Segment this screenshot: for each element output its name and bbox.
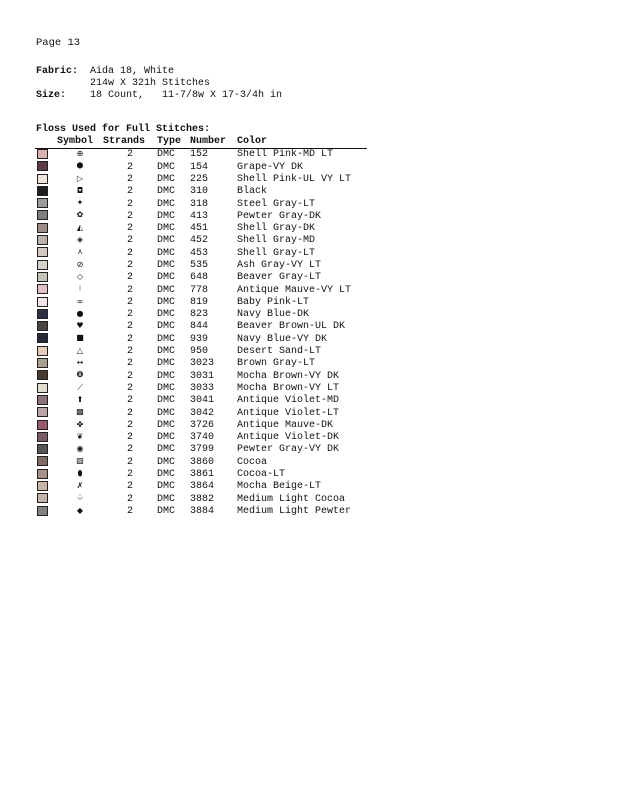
- floss-row: [35, 260, 367, 272]
- symbol-cell: [57, 432, 103, 444]
- color-name-cell: Mocha Beige-LT: [237, 481, 322, 493]
- type-cell: DMC: [157, 358, 176, 370]
- strands-cell: 2: [126, 321, 133, 333]
- strands-cell: 2: [126, 247, 133, 259]
- quarter-shape-icon: ◭: [76, 222, 84, 232]
- symbol-cell: [57, 149, 103, 162]
- floss-row: [35, 321, 367, 333]
- strands-cell: 2: [126, 395, 133, 407]
- swatch-cell: [35, 174, 57, 186]
- symbol-cell: [57, 297, 103, 309]
- symbol-cell: [57, 186, 103, 198]
- symbol-cell: [57, 210, 103, 222]
- symbol-cell: [57, 223, 103, 235]
- color-swatch: [37, 358, 48, 368]
- symbol-cell: [57, 309, 103, 321]
- number-cell: 819: [190, 296, 209, 308]
- spade-outline-icon: ♤: [76, 493, 84, 503]
- floss-row: [35, 161, 367, 173]
- strands-cell: 2: [126, 469, 133, 481]
- type-cell: DMC: [157, 395, 176, 407]
- filled-square-icon: ■: [76, 333, 84, 343]
- symbol-cell: [57, 235, 103, 247]
- heart-icon: ♥: [76, 321, 84, 331]
- four-point-star-icon: ✦: [76, 198, 84, 208]
- floss-row: [35, 493, 367, 505]
- color-name-cell: Black: [237, 186, 268, 198]
- size-row: [36, 90, 282, 102]
- symbol-cell: [57, 407, 103, 419]
- swatch-cell: [35, 420, 57, 432]
- hexagon-icon: ⬢: [76, 161, 84, 171]
- swatch-cell: [35, 309, 57, 321]
- symbol-cell: [57, 506, 103, 518]
- symbol-cell: [57, 260, 103, 272]
- number-cell: 3861: [190, 469, 215, 481]
- size-label: Size:: [36, 90, 67, 101]
- swatch-cell: [35, 223, 57, 235]
- color-swatch: [37, 321, 48, 331]
- hatched-square-icon: ▧: [76, 456, 84, 466]
- color-swatch: [37, 456, 48, 466]
- swatch-cell: [35, 469, 57, 481]
- swatch-cell: [35, 272, 57, 284]
- number-cell: 950: [190, 346, 209, 358]
- symbol-cell: [57, 370, 103, 382]
- swatch-cell: [35, 186, 57, 198]
- number-cell: 3031: [190, 370, 215, 382]
- color-swatch: [37, 346, 48, 356]
- type-cell: DMC: [157, 370, 176, 382]
- color-name-cell: Medium Light Cocoa: [237, 493, 346, 505]
- type-cell: DMC: [157, 223, 176, 235]
- floss-row: [35, 284, 367, 296]
- color-swatch: [37, 284, 48, 294]
- floss-row: [35, 297, 367, 309]
- type-cell: DMC: [157, 296, 176, 308]
- type-cell: DMC: [157, 272, 176, 284]
- strands-cell: 2: [126, 382, 133, 394]
- type-cell: DMC: [157, 161, 176, 173]
- triangle-right-icon: ▷: [76, 173, 84, 183]
- swatch-cell: [35, 235, 57, 247]
- floss-row: [35, 346, 367, 358]
- type-cell: DMC: [157, 198, 176, 210]
- color-name-cell: Medium Light Pewter: [237, 505, 352, 517]
- floss-row: [35, 272, 367, 284]
- color-swatch: [37, 432, 48, 442]
- color-name-cell: Baby Pink-LT: [237, 296, 310, 308]
- number-cell: 778: [190, 284, 209, 296]
- floss-row: [35, 309, 367, 321]
- swatch-cell: [35, 346, 57, 358]
- slash-icon: ⟋: [77, 382, 83, 392]
- symbol-cell: [57, 383, 103, 395]
- swatch-cell: [35, 383, 57, 395]
- number-cell: 310: [190, 186, 209, 198]
- symbol-header: Symbol: [57, 136, 103, 149]
- floss-section-title: Floss Used for Full Stitches:: [36, 124, 211, 135]
- symbol-cell: [57, 395, 103, 407]
- color-name-cell: Antique Mauve-DK: [237, 419, 334, 431]
- color-swatch: [37, 506, 48, 516]
- ring-dot-icon: ◉: [76, 444, 84, 454]
- symbol-cell: [57, 358, 103, 370]
- swatch-cell: [35, 198, 57, 210]
- dot-arrow-icon: ↔: [76, 358, 84, 368]
- number-cell: 939: [190, 333, 209, 345]
- floss-row: [35, 432, 367, 444]
- color-name-cell: Steel Gray-LT: [237, 198, 316, 210]
- swatch-cell: [35, 358, 57, 370]
- type-cell: DMC: [157, 186, 176, 198]
- number-cell: 844: [190, 321, 209, 333]
- floss-row: [35, 235, 367, 247]
- floss-row: [35, 444, 367, 456]
- color-name-cell: Pewter Gray-DK: [237, 210, 322, 222]
- type-cell: DMC: [157, 505, 176, 517]
- swatch-cell: [35, 161, 57, 173]
- floss-rows: [35, 149, 367, 518]
- color-swatch: [37, 333, 48, 343]
- swatch-cell: [35, 297, 57, 309]
- color-swatch: [37, 309, 48, 319]
- number-cell: 3041: [190, 395, 215, 407]
- type-cell: DMC: [157, 432, 176, 444]
- strands-cell: 2: [126, 198, 133, 210]
- color-swatch: [37, 297, 48, 307]
- type-cell: DMC: [157, 444, 176, 456]
- floss-header-row: [35, 136, 367, 149]
- strands-cell: 2: [126, 444, 133, 456]
- color-swatch: [37, 247, 48, 257]
- fabric-value: Aida 18, White: [90, 66, 175, 77]
- number-cell: 3864: [190, 481, 215, 493]
- color-swatch: [37, 161, 48, 171]
- number-cell: 3726: [190, 419, 215, 431]
- symbol-cell: [57, 444, 103, 456]
- page-number: Page 13: [36, 37, 81, 49]
- symbol-cell: [57, 469, 103, 481]
- type-cell: DMC: [157, 321, 176, 333]
- number-cell: 3042: [190, 407, 215, 419]
- diamond-filled-icon: ◆: [76, 505, 84, 515]
- strands-cell: 2: [126, 333, 133, 345]
- strands-cell: 2: [126, 407, 133, 419]
- color-name-cell: Cocoa-LT: [237, 469, 286, 481]
- strands-cell: 2: [126, 358, 133, 370]
- strands-cell: 2: [126, 149, 133, 161]
- floss-row: [35, 407, 367, 419]
- swatch-cell: [35, 247, 57, 259]
- checkered-square-icon: ▩: [76, 407, 84, 417]
- swatch-cell: [35, 210, 57, 222]
- floss-row: [35, 395, 367, 407]
- color-name-cell: Navy Blue-DK: [237, 309, 310, 321]
- color-name-cell: Shell Pink-UL VY LT: [237, 173, 352, 185]
- type-cell: DMC: [157, 419, 176, 431]
- type-cell: DMC: [157, 346, 176, 358]
- color-name-cell: Mocha Brown-VY DK: [237, 370, 340, 382]
- number-cell: 453: [190, 247, 209, 259]
- strands-cell: 2: [126, 370, 133, 382]
- number-cell: 152: [190, 149, 209, 161]
- color-name-cell: Antique Violet-MD: [237, 395, 340, 407]
- flower-icon: ✿: [76, 210, 84, 220]
- type-cell: DMC: [157, 149, 176, 161]
- type-cell: DMC: [157, 259, 176, 271]
- type-header: Type: [157, 136, 190, 149]
- x-arrows-icon: ✗: [76, 481, 84, 491]
- floss-table: [35, 136, 367, 518]
- infinity-icon: ∞: [76, 296, 84, 306]
- leaf-icon: ❦: [76, 431, 84, 441]
- strands-cell: 2: [126, 481, 133, 493]
- color-name-cell: Shell Gray-MD: [237, 235, 316, 247]
- strands-cell: 2: [126, 456, 133, 468]
- swatch-cell: [35, 456, 57, 468]
- type-cell: DMC: [157, 173, 176, 185]
- color-swatch: [37, 272, 48, 282]
- color-swatch: [37, 174, 48, 184]
- square-dot-icon: ◘: [76, 185, 84, 195]
- strands-cell: 2: [126, 259, 133, 271]
- color-name-cell: Mocha Brown-VY LT: [237, 382, 340, 394]
- color-swatch: [37, 186, 48, 196]
- type-cell: DMC: [157, 456, 176, 468]
- type-cell: DMC: [157, 469, 176, 481]
- caret-up-icon: ⋏: [77, 247, 83, 257]
- four-lobe-icon: ✤: [76, 419, 84, 429]
- strands-cell: 2: [126, 296, 133, 308]
- symbol-cell: [57, 272, 103, 284]
- floss-row: [35, 333, 367, 345]
- floss-row: [35, 420, 367, 432]
- floss-row: [35, 223, 367, 235]
- type-cell: DMC: [157, 235, 176, 247]
- floss-row: [35, 383, 367, 395]
- strands-cell: 2: [126, 493, 133, 505]
- swatch-cell: [35, 407, 57, 419]
- number-cell: 225: [190, 173, 209, 185]
- color-swatch: [37, 223, 48, 233]
- color-swatch: [37, 210, 48, 220]
- color-header: Color: [237, 136, 367, 149]
- symbol-cell: [57, 346, 103, 358]
- color-name-cell: Navy Blue-VY DK: [237, 333, 328, 345]
- number-cell: 318: [190, 198, 209, 210]
- symbol-cell: [57, 161, 103, 173]
- color-name-cell: Pewter Gray-VY DK: [237, 444, 340, 456]
- swatch-cell: [35, 432, 57, 444]
- floss-row: [35, 149, 367, 162]
- number-cell: 3884: [190, 505, 215, 517]
- color-swatch: [37, 149, 48, 159]
- strands-cell: 2: [126, 210, 133, 222]
- symbol-cell: [57, 247, 103, 259]
- type-cell: DMC: [157, 493, 176, 505]
- number-cell: 3740: [190, 432, 215, 444]
- floss-row: [35, 247, 367, 259]
- number-cell: 3882: [190, 493, 215, 505]
- type-cell: DMC: [157, 382, 176, 394]
- circled-digit-icon: ❽: [76, 370, 84, 380]
- symbol-cell: [57, 481, 103, 493]
- color-swatch: [37, 420, 48, 430]
- symbol-cell: [57, 174, 103, 186]
- swatch-cell: [35, 333, 57, 345]
- type-cell: DMC: [157, 284, 176, 296]
- color-swatch: [37, 493, 48, 503]
- strands-cell: 2: [126, 272, 133, 284]
- number-cell: 648: [190, 272, 209, 284]
- fabric-info: [36, 66, 282, 102]
- floss-row: [35, 481, 367, 493]
- number-cell: 451: [190, 223, 209, 235]
- color-name-cell: Shell Gray-DK: [237, 223, 316, 235]
- swatch-header: [35, 136, 57, 149]
- number-cell: 3033: [190, 382, 215, 394]
- strands-cell: 2: [126, 419, 133, 431]
- color-name-cell: Beaver Gray-LT: [237, 272, 322, 284]
- diamond-outline-icon: ◇: [76, 271, 84, 281]
- floss-row: [35, 174, 367, 186]
- swatch-cell: [35, 444, 57, 456]
- type-cell: DMC: [157, 247, 176, 259]
- number-cell: 3860: [190, 456, 215, 468]
- color-swatch: [37, 407, 48, 417]
- color-swatch: [37, 383, 48, 393]
- color-name-cell: Cocoa: [237, 456, 268, 468]
- number-cell: 413: [190, 210, 209, 222]
- arrow-up-icon: ⬆: [76, 394, 84, 404]
- size-value: 18 Count, 11-7/8w X 17-3/4h in: [90, 90, 283, 101]
- number-cell: 535: [190, 259, 209, 271]
- symbol-cell: [57, 420, 103, 432]
- strands-header: Strands: [103, 136, 157, 149]
- swatch-cell: [35, 481, 57, 493]
- color-name-cell: Beaver Brown-UL DK: [237, 321, 346, 333]
- number-header: Number: [190, 136, 237, 149]
- number-cell: 452: [190, 235, 209, 247]
- type-cell: DMC: [157, 333, 176, 345]
- color-name-cell: Shell Pink-MD LT: [237, 149, 334, 161]
- symbol-cell: [57, 456, 103, 468]
- fabric-row: [36, 66, 282, 78]
- swatch-cell: [35, 321, 57, 333]
- no-entry-circle-icon: ⊘: [76, 259, 84, 269]
- teardrop-icon: ⬮: [77, 468, 83, 478]
- stitch-count-value: 214w X 321h Stitches: [90, 78, 211, 89]
- strands-cell: 2: [126, 284, 133, 296]
- color-swatch: [37, 395, 48, 405]
- diamond-dot-icon: ◈: [76, 235, 84, 245]
- swatch-cell: [35, 370, 57, 382]
- strands-cell: 2: [126, 346, 133, 358]
- color-name-cell: Shell Gray-LT: [237, 247, 316, 259]
- color-name-cell: Grape-VY DK: [237, 161, 304, 173]
- floss-row: [35, 186, 367, 198]
- filled-circle-icon: ●: [76, 308, 84, 318]
- color-swatch: [37, 444, 48, 454]
- stitch-count-row: [36, 78, 282, 90]
- swatch-cell: [35, 506, 57, 518]
- color-swatch: [37, 235, 48, 245]
- color-swatch: [37, 198, 48, 208]
- symbol-cell: [57, 198, 103, 210]
- type-cell: DMC: [157, 481, 176, 493]
- symbol-cell: [57, 321, 103, 333]
- color-swatch: [37, 370, 48, 380]
- floss-row: [35, 198, 367, 210]
- swatch-cell: [35, 284, 57, 296]
- triangle-outline-icon: △: [76, 345, 84, 355]
- color-name-cell: Antique Violet-LT: [237, 407, 340, 419]
- color-swatch: [37, 469, 48, 479]
- color-name-cell: Brown Gray-LT: [237, 358, 316, 370]
- color-swatch: [37, 481, 48, 491]
- strands-cell: 2: [126, 173, 133, 185]
- swatch-cell: [35, 260, 57, 272]
- strands-cell: 2: [126, 505, 133, 517]
- floss-row: [35, 358, 367, 370]
- symbol-cell: [57, 493, 103, 505]
- floss-row: [35, 456, 367, 468]
- color-name-cell: Ash Gray-VY LT: [237, 259, 322, 271]
- floss-row: [35, 469, 367, 481]
- color-swatch: [37, 260, 48, 270]
- number-cell: 154: [190, 161, 209, 173]
- color-name-cell: Antique Violet-DK: [237, 432, 340, 444]
- floss-row: [35, 210, 367, 222]
- swatch-cell: [35, 395, 57, 407]
- double-dot-icon: ⁝: [78, 284, 82, 294]
- number-cell: 3799: [190, 444, 215, 456]
- type-cell: DMC: [157, 309, 176, 321]
- swatch-cell: [35, 493, 57, 505]
- type-cell: DMC: [157, 407, 176, 419]
- strands-cell: 2: [126, 161, 133, 173]
- color-name-cell: Desert Sand-LT: [237, 346, 322, 358]
- strands-cell: 2: [126, 309, 133, 321]
- strands-cell: 2: [126, 432, 133, 444]
- crosshair-circle-icon: ⊕: [76, 149, 84, 158]
- strands-cell: 2: [126, 186, 133, 198]
- number-cell: 3023: [190, 358, 215, 370]
- color-name-cell: Antique Mauve-VY LT: [237, 284, 352, 296]
- symbol-cell: [57, 284, 103, 296]
- fabric-label: Fabric:: [36, 66, 79, 77]
- symbol-cell: [57, 333, 103, 345]
- type-cell: DMC: [157, 210, 176, 222]
- swatch-cell: [35, 149, 57, 162]
- strands-cell: 2: [126, 223, 133, 235]
- number-cell: 823: [190, 309, 209, 321]
- strands-cell: 2: [126, 235, 133, 247]
- floss-row: [35, 506, 367, 518]
- floss-row: [35, 370, 367, 382]
